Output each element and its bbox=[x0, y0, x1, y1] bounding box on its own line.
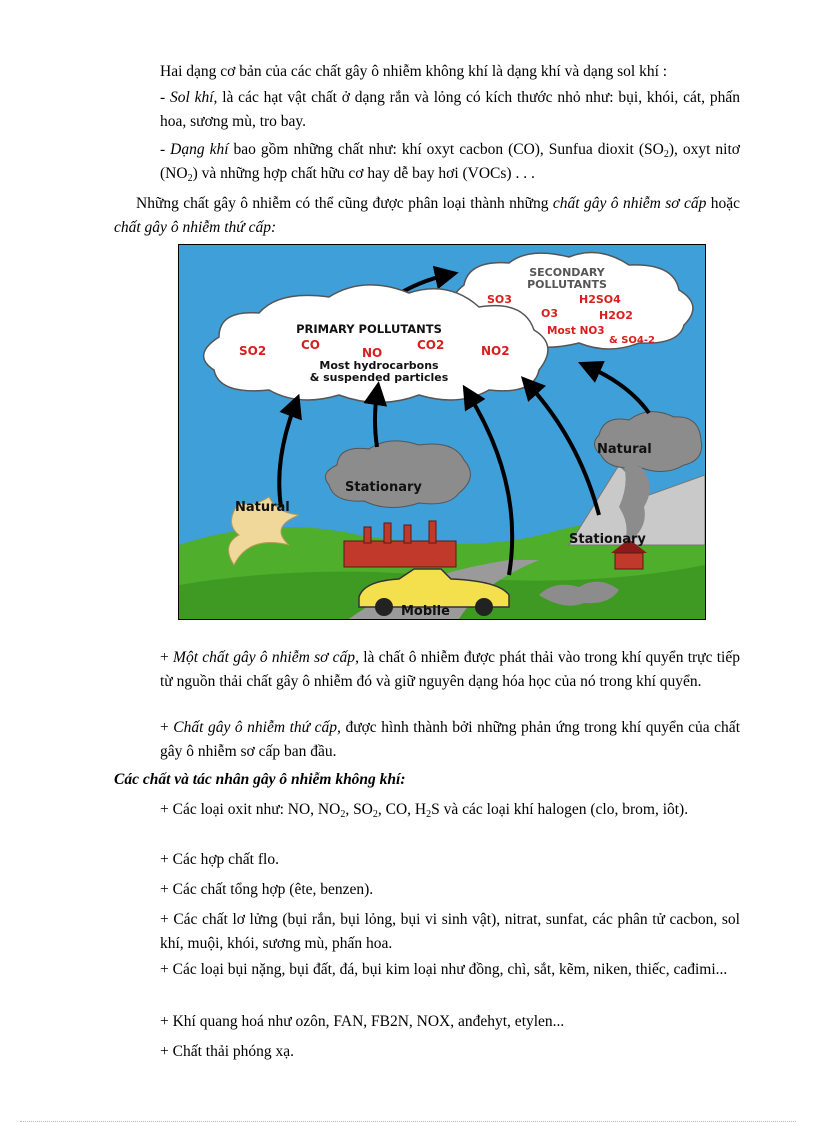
list-item-suspended: + Các chất lơ lửng (bụi rắn, bụi lỏng, bụi vi sinh vật), nitrat, sunfat, các phân tử cacbon, sol khí, muội, khói, sương mù, phấn hoa. bbox=[160, 911, 740, 952]
secondary-definition-term: Chất gây ô nhiễm thứ cấp, bbox=[173, 719, 341, 736]
natural-right-label: Natural bbox=[597, 442, 652, 457]
secondary-definition: + Chất gây ô nhiễm thứ cấp, được hình thành bởi những phản ứng trong khí quyển của chất gây ô nhiễm sơ cấp ban đầu. bbox=[160, 719, 740, 760]
primary-line-2: & suspended particles bbox=[309, 371, 449, 384]
list-item-dust: + Các loại bụi nặng, bụi đất, đá, bụi kim loại như đồng, chì, sắt, kẽm, niken, thiếc, cađimi... bbox=[160, 961, 728, 978]
page-bottom-border bbox=[20, 1121, 796, 1122]
list-item-synthetic: + Các chất tổng hợp (ête, benzen). bbox=[160, 881, 374, 898]
h2o2-label: H2O2 bbox=[599, 309, 633, 322]
chimney-2 bbox=[384, 523, 391, 543]
list-item-fluorine: + Các hợp chất flo. bbox=[160, 851, 279, 868]
secondary-title-1: SECONDARY bbox=[529, 266, 605, 279]
chimney-4 bbox=[429, 521, 436, 543]
chimney-1 bbox=[364, 527, 371, 543]
list-item-radioactive: + Chất thải phóng xạ. bbox=[160, 1043, 295, 1060]
stationary-right-label: Stationary bbox=[569, 532, 646, 547]
primary-term: chất gây ô nhiễm sơ cấp bbox=[552, 195, 707, 212]
primary-definition-term: Một chất gây ô nhiễm sơ cấp bbox=[173, 649, 356, 666]
factory bbox=[344, 541, 456, 567]
natural-left-label: Natural bbox=[235, 500, 290, 515]
stationary-center-label: Stationary bbox=[345, 480, 422, 495]
dang-khi-paragraph: - Dạng khí bao gồm những chất như: khí oxyt cacbon (CO), Sunfua dioxit $(SO_2)$, oxyt nitơ $(NO_2)$ và những hợp chất hữu cơ hay dễ bay hơi (VOCs) . . . bbox=[160, 141, 740, 184]
dang-khi-term: Dạng khí bbox=[170, 141, 229, 158]
house bbox=[615, 553, 643, 569]
sol-khi-paragraph: - Sol khí, là các hạt vật chất ở dạng rắn và lỏng có kích thước nhỏ như: bụi, khói, cát, phấn hoa, sương mù, tro bay. bbox=[160, 89, 740, 130]
section-heading: Các chất và tác nhân gây ô nhiễm không khí: bbox=[114, 771, 406, 788]
so3-label: SO3 bbox=[487, 293, 512, 306]
secondary-term: chất gây ô nhiễm thứ cấp: bbox=[114, 219, 277, 236]
so2-label: SO2 bbox=[239, 344, 267, 358]
mobile-label: Mobile bbox=[401, 604, 450, 619]
primary-definition: + Một chất gây ô nhiễm sơ cấp, là chất ô nhiễm được phát thải vào trong khí quyển trực tiếp từ nguồn thải chất gây ô nhiễm đó và giữ nguyên dạng hóa học của nó trong khí quyển. bbox=[160, 649, 740, 690]
primary-line-1: Most hydrocarbons bbox=[319, 359, 439, 372]
most-no3-label: Most NO3 bbox=[547, 325, 605, 337]
sol-khi-term: Sol khí, bbox=[169, 89, 218, 106]
no-label: NO bbox=[362, 346, 383, 360]
co-label: CO bbox=[301, 338, 321, 352]
secondary-title-2: POLLUTANTS bbox=[527, 278, 607, 291]
car-wheel-back bbox=[475, 598, 493, 616]
classification-paragraph: Những chất gây ô nhiễm có thể cũng được phân loại thành những chất gây ô nhiễm sơ cấp hoặc chất gây ô nhiễm thứ cấp: bbox=[114, 195, 740, 236]
car-wheel-front bbox=[375, 598, 393, 616]
co2-label: CO2 bbox=[417, 338, 445, 352]
smoke-stationary-center bbox=[325, 441, 470, 508]
chimney-3 bbox=[404, 525, 411, 543]
list-item-photochemical: + Khí quang hoá như ozôn, FAN, FB2N, NOX, anđehyt, etylen... bbox=[160, 1013, 565, 1030]
h2so4-label: H2SO4 bbox=[579, 293, 621, 306]
no2-label: NO2 bbox=[481, 344, 510, 358]
list-item-oxides: + Các loại oxit như: NO, $NO_2$, $SO_2$, CO, $H_2S$ và các loại khí halogen (clo, brom, iôt). bbox=[160, 801, 689, 820]
o3-label: O3 bbox=[541, 307, 559, 320]
so4-label: & SO4-2 bbox=[609, 335, 655, 346]
primary-title: PRIMARY POLLUTANTS bbox=[296, 322, 442, 336]
intro-line: Hai dạng cơ bản của các chất gây ô nhiễm không khí là dạng khí và dạng sol khí : bbox=[160, 63, 668, 80]
pollutants-diagram bbox=[178, 244, 706, 620]
arrow-stationary-center bbox=[375, 393, 377, 447]
